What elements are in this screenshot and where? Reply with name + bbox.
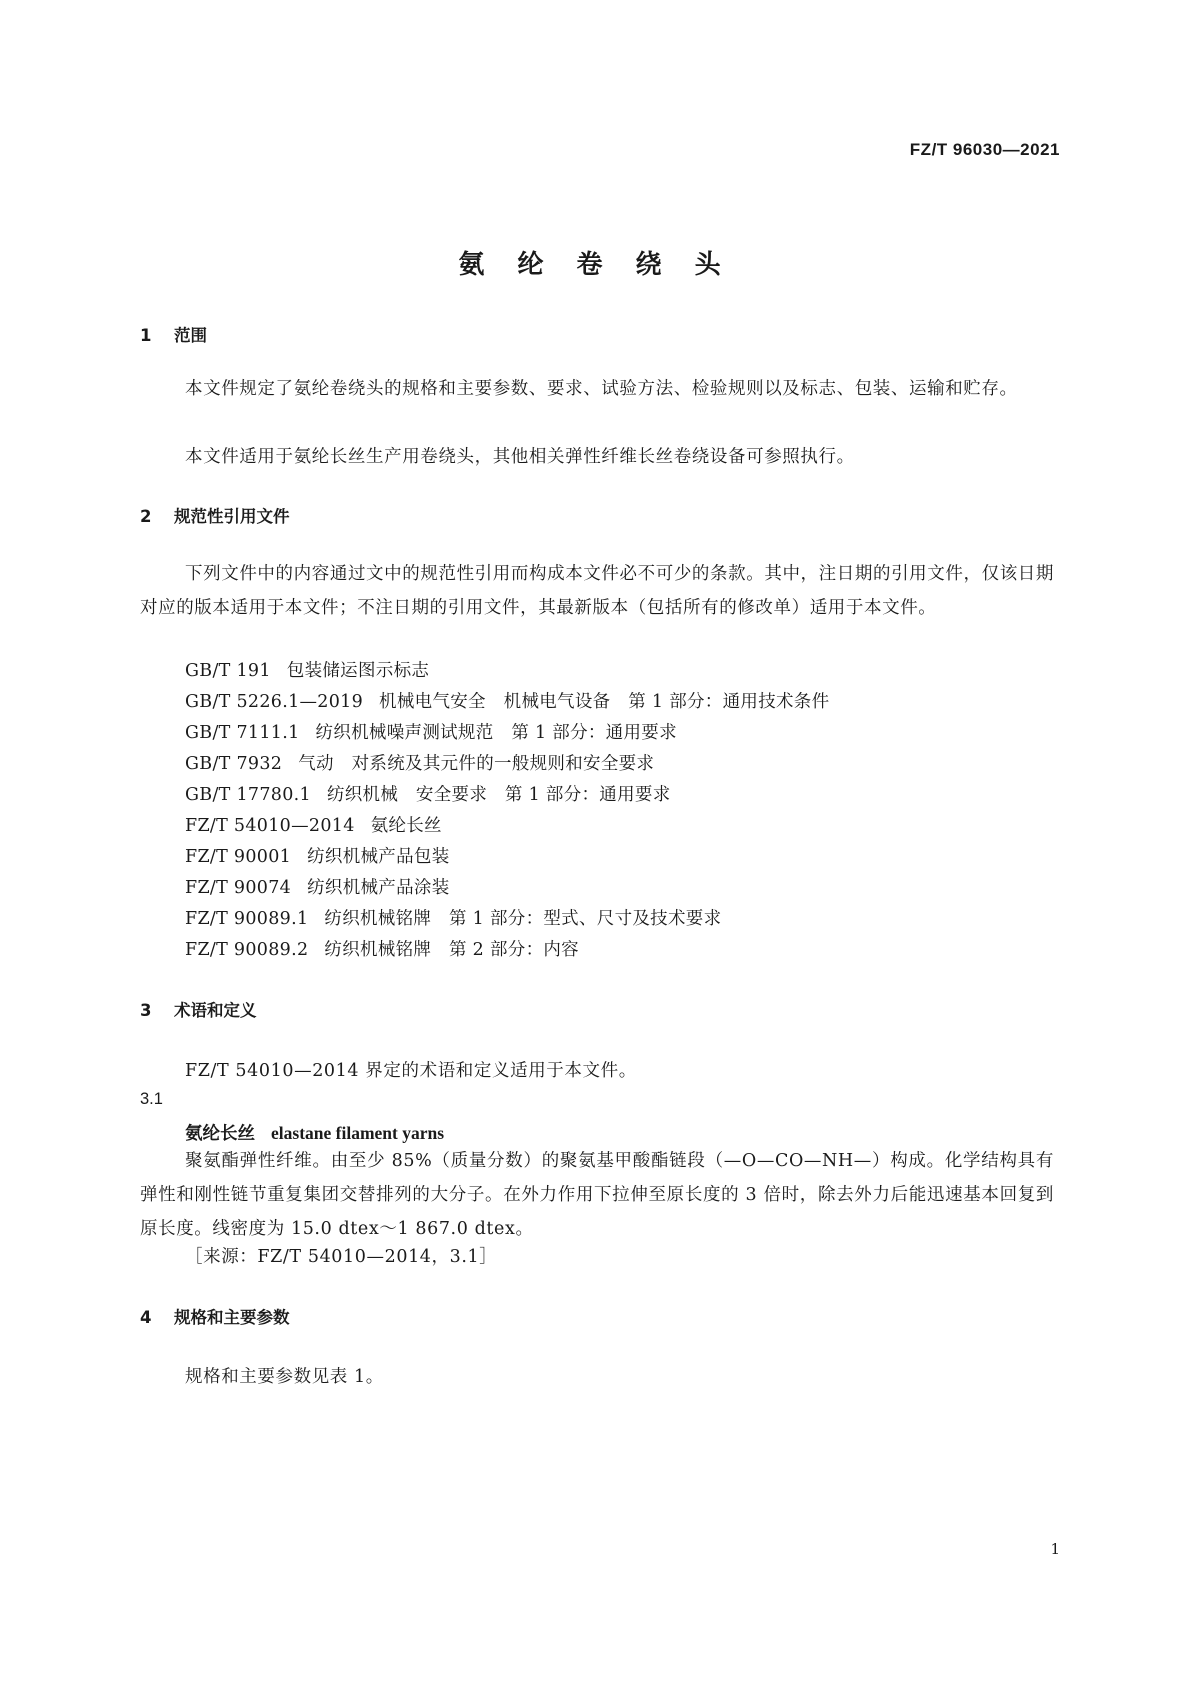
section-number: 3 [140,1001,152,1020]
reference-title: 纺织机械 安全要求 第 1 部分：通用要求 [326,785,671,805]
section-number: 1 [140,326,152,345]
reference-item [185,750,654,775]
terms-intro: FZ/T 54010—2014 界定的术语和定义适用于本文件。 [185,1061,637,1081]
section-1-heading [140,322,207,346]
reference-item [185,843,450,868]
reference-code: GB/T 191 [185,661,271,681]
term-definition: 聚氨酯弹性纤维。由至少 85%（质量分数）的聚氨基甲酸酯链段（—O—CO—NH—）构成。化学结构具有弹性和刚性链节重复集团交替排列的大分子。在外力作用下拉伸至原长度的 3 倍时，除去外力后能迅速基本回复到原长度。线密度为 15.0 dtex～1 867.0 dtex。 [140,1151,1054,1239]
section-number: 4 [140,1308,152,1327]
reference-title: 机械电气安全 机械电气设备 第 1 部分：通用技术条件 [379,692,830,712]
reference-title: 纺织机械产品包装 [307,847,450,867]
reference-code: GB/T 5226.1—2019 [185,692,364,712]
reference-item [185,812,442,837]
scope-paragraph-2: 本文件适用于氨纶长丝生产用卷绕头，其他相关弹性纤维长丝卷绕设备可参照执行。 [185,447,855,467]
reference-title: 纺织机械铭牌 第 1 部分：型式、尺寸及技术要求 [324,909,722,929]
reference-item [185,905,721,930]
section-2-heading [140,503,290,527]
scope-paragraph-1: 本文件规定了氨纶卷绕头的规格和主要参数、要求、试验方法、检验规则以及标志、包装、运输和贮存。 [185,379,1018,399]
page-number: 1 [1050,1540,1060,1558]
reference-title: 气动 对系统及其元件的一般规则和安全要求 [298,754,655,774]
reference-code: GB/T 7932 [185,754,283,774]
reference-item [185,657,429,682]
term-number: 3.1 [140,1090,163,1108]
reference-code: GB/T 17780.1 [185,785,311,805]
reference-item [185,874,450,899]
reference-item [185,719,677,744]
reference-title: 纺织机械噪声测试规范 第 1 部分：通用要求 [315,723,677,743]
reference-title: 纺织机械铭牌 第 2 部分：内容 [324,940,579,960]
section-title: 规范性引用文件 [174,507,290,526]
standard-number: FZ/T 96030—2021 [909,140,1060,159]
reference-title: 氨纶长丝 [370,816,442,836]
document-title: 氨 纶 卷 绕 头 [458,250,733,280]
reference-title: 纺织机械产品涂装 [307,878,450,898]
reference-code: FZ/T 90074 [185,878,292,898]
reference-code: FZ/T 54010—2014 [185,816,355,836]
reference-code: FZ/T 90089.1 [185,909,309,929]
term-source: ［来源：FZ/T 54010—2014，3.1］ [185,1247,498,1267]
normative-references-intro: 下列文件中的内容通过文中的规范性引用而构成本文件必不可少的条款。其中，注日期的引用文件，仅该日期对应的版本适用于本文件；不注日期的引用文件，其最新版本（包括所有的修改单）适用于本文件。 [140,564,1054,618]
term-chinese: 氨纶长丝 [185,1124,255,1144]
section-number: 2 [140,507,152,526]
reference-item [185,688,829,713]
section-4-heading [140,1304,290,1328]
section-title: 术语和定义 [174,1001,257,1020]
reference-item [185,936,579,961]
reference-code: FZ/T 90089.2 [185,940,309,960]
section-title: 范围 [174,326,207,345]
section-3-heading [140,997,257,1021]
specification-text: 规格和主要参数见表 1。 [185,1367,384,1387]
reference-code: GB/T 7111.1 [185,723,300,743]
reference-code: FZ/T 90001 [185,847,292,867]
section-title: 规格和主要参数 [174,1308,290,1327]
term-heading [185,1120,444,1145]
term-english: elastane filament yarns [271,1123,445,1143]
reference-item [185,781,671,806]
reference-title: 包装储运图示标志 [286,661,430,681]
